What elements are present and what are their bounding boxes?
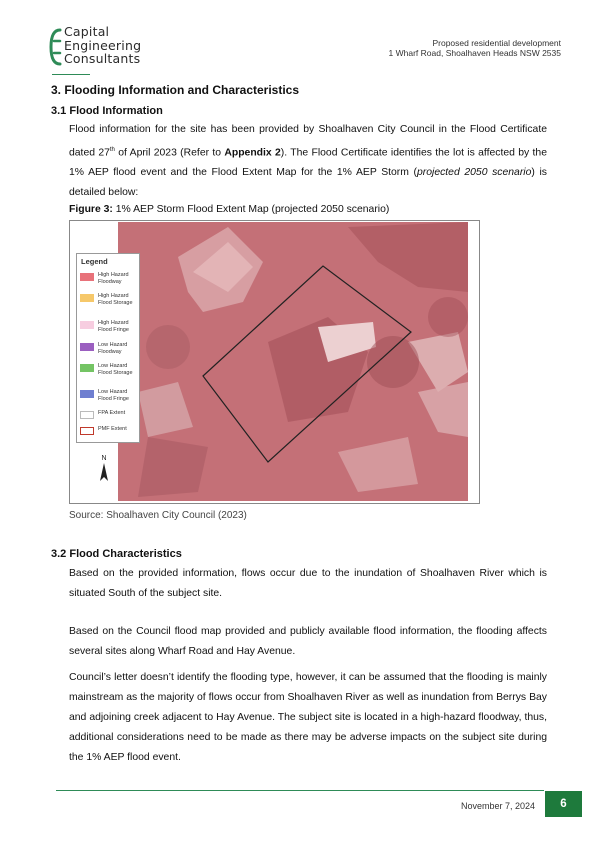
- logo-underline: [52, 74, 90, 75]
- flood-information-paragraph: Flood information for the site has been provided by Shoalhaven City Council in the Flood Certificate dated 27th of April 2023 (Refer to Appendix 2). The Flood Certificate identifies the lot is affected by the 1% AEP flood event and the Flood Extent Map for the 1% AEP Storm (projected 2050 scenario) is detailed below:: [69, 124, 547, 199]
- section-title: 3. Flooding Information and Characteristics: [51, 83, 300, 97]
- legend-swatch: [80, 343, 94, 351]
- appendix-reference: Appendix 2: [224, 147, 281, 159]
- logo-line-1: Capital: [64, 24, 110, 39]
- flood-map-aerial-image: [118, 222, 468, 501]
- flood-characteristics-paragraph-3: Council’s letter doesn’t identify the flooding type, however, it can be assumed that the flooding is mainly mainstream as the majority of flows occur from Shoalhaven River as well as inundation from Berrys Bay and adjoining creek adjacent to Hay Avenue. The subject site is located in a high-hazard floodway, thus, additional considerations need to be made as there may be adverse impacts on the subject site during the 1% AEP flood event.: [69, 672, 547, 763]
- logo-wordmark: [64, 25, 141, 66]
- north-label: N: [101, 455, 107, 462]
- figure-source: Source: Shoalhaven City Council (2023): [69, 510, 247, 521]
- footer-date: November 7, 2024: [461, 801, 536, 811]
- logo-c-mark: [49, 27, 62, 67]
- flood-characteristics-paragraph-1: Based on the provided information, flows occur due to the inundation of Shoalhaven River which is situated South of the subject site.: [69, 568, 547, 599]
- logo-line-2: Engineering: [64, 37, 142, 53]
- legend-swatch: [80, 273, 94, 281]
- legend-swatch: [80, 411, 94, 419]
- flood-extent-map-figure: [69, 220, 480, 504]
- legend-swatch: [80, 321, 94, 329]
- legend-title: Legend: [81, 257, 108, 266]
- north-arrow-icon: [96, 453, 112, 483]
- subsection-title-flood-information: 3.1 Flood Information: [51, 105, 163, 117]
- legend-swatch: [80, 364, 94, 372]
- project-address: 1 Wharf Road, Shoalhaven Heads NSW 2535: [388, 48, 561, 58]
- project-title: Proposed residential development: [432, 38, 561, 48]
- legend-swatch: [80, 427, 94, 435]
- figure-label: Figure 3:: [69, 204, 113, 215]
- header-project-info: [389, 38, 561, 58]
- footer-divider: [56, 790, 544, 791]
- logo-line-3: Consultants: [64, 51, 141, 66]
- company-logo: [49, 25, 149, 75]
- legend-swatch: [80, 294, 94, 302]
- page-number: 6: [545, 791, 582, 817]
- map-legend: Legend High Hazard Floodway High Hazard Flood Storage High Hazard Flood Fringe Low Hazard Floodway Low Hazard Flood Storage Low Hazard Flood Fringe FPA Extent PMF Extent: [76, 253, 140, 443]
- figure-caption: Figure 3: 1% AEP Storm Flood Extent Map (projected 2050 scenario): [69, 204, 390, 215]
- legend-swatch: [80, 390, 94, 398]
- flood-characteristics-paragraph-2: Based on the Council flood map provided and publicly available flood information, the flooding affects several sites along Wharf Road and Hay Avenue.: [69, 626, 547, 657]
- subsection-title-flood-characteristics: 3.2 Flood Characteristics: [51, 548, 182, 560]
